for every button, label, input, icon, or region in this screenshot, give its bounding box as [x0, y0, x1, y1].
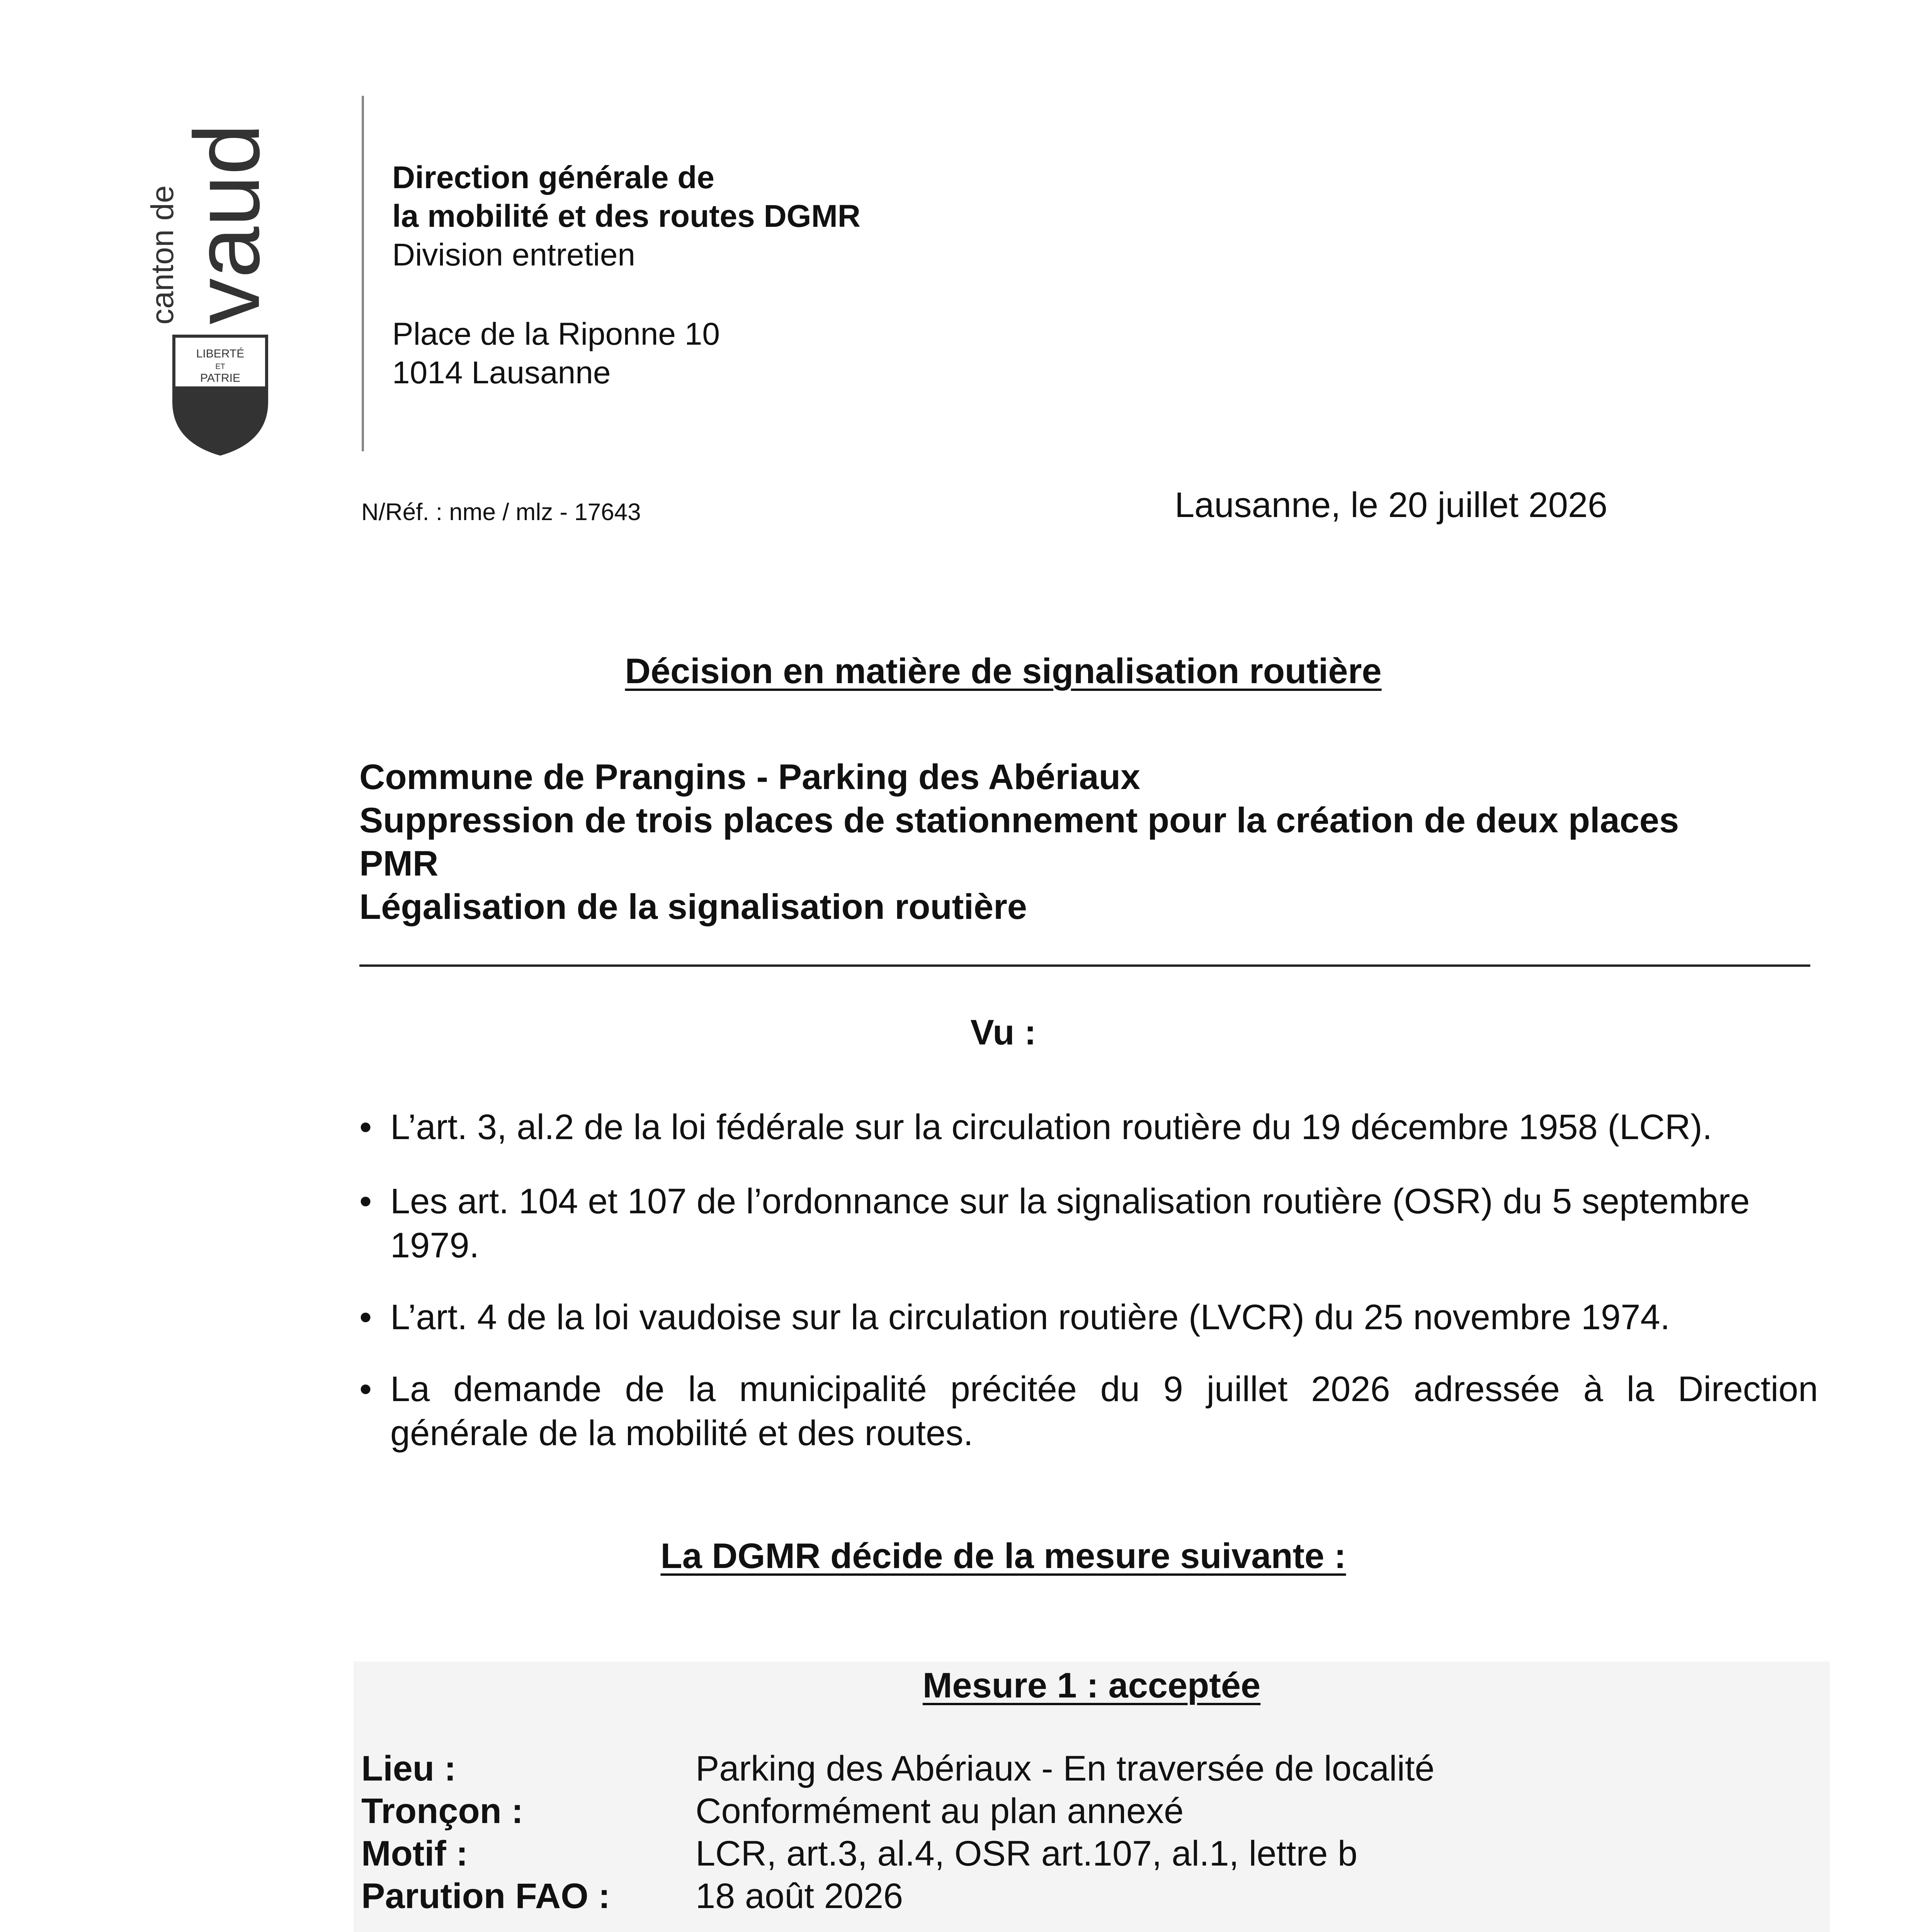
- logo-word-main: vaud: [175, 123, 279, 325]
- shield-lower-icon: [174, 386, 267, 454]
- field-value-troncon: Conformément au plan annexé: [696, 1791, 1184, 1831]
- consideration-text: L’art. 3, al.2 de la loi fédérale sur la circulation routière du 19 décembre 1958 (LCR).: [390, 1107, 1713, 1147]
- shield-text-1: LIBERTÉ: [196, 347, 245, 360]
- field-value-motif: LCR, art.3, al.4, OSR art.107, al.1, lettre b: [696, 1834, 1358, 1873]
- letter-date: Lausanne, le 20 juillet 2026: [1175, 485, 1608, 525]
- decision-heading: La DGMR décide de la mesure suivante :: [660, 1536, 1346, 1576]
- measure-heading: Mesure 1 : acceptée: [922, 1666, 1261, 1705]
- header-divider: [362, 96, 364, 451]
- subject-line-2: Suppression de trois places de stationnement pour la création de deux places: [359, 801, 1679, 840]
- consideration-text: La demande de la municipalité précitée du 9 juillet 2026 adressée à la Direction: [390, 1369, 1818, 1409]
- sender-address-city: 1014 Lausanne: [392, 355, 611, 390]
- bullet: •: [359, 1369, 372, 1409]
- bullet: •: [359, 1182, 372, 1221]
- consideration-text-cont: 1979.: [390, 1226, 480, 1265]
- bullet: •: [359, 1107, 372, 1147]
- shield-text-2: ET: [215, 362, 225, 371]
- field-value-parution: 18 août 2026: [696, 1876, 903, 1916]
- sender-address-street: Place de la Riponne 10: [392, 316, 720, 352]
- field-label-motif: Motif :: [361, 1834, 468, 1873]
- sender-line-2: la mobilité et des routes DGMR: [392, 199, 861, 234]
- vu-heading: Vu :: [970, 1013, 1036, 1052]
- sender-line-1: Direction générale de: [392, 160, 714, 195]
- subject-line-4: Légalisation de la signalisation routière: [359, 887, 1027, 927]
- subject-line-1: Commune de Prangins - Parking des Abériaux: [359, 757, 1141, 797]
- document-title: Décision en matière de signalisation routière: [625, 651, 1382, 691]
- shield-text-3: PATRIE: [200, 372, 240, 384]
- subject-line-3: PMR: [359, 844, 439, 883]
- field-label-parution: Parution FAO :: [361, 1876, 610, 1916]
- canton-vaud-logo: [147, 85, 309, 456]
- consideration-text: Les art. 104 et 107 de l’ordonnance sur la signalisation routière (OSR) du 5 septembre: [390, 1182, 1750, 1221]
- subject-rule: [359, 964, 1810, 967]
- field-label-troncon: Tronçon :: [361, 1791, 524, 1831]
- field-value-lieu: Parking des Abériaux - En traversée de localité: [696, 1749, 1435, 1788]
- consideration-text: L’art. 4 de la loi vaudoise sur la circulation routière (LVCR) du 25 novembre 1974.: [390, 1298, 1670, 1337]
- sender-division: Division entretien: [392, 237, 635, 272]
- bullet: •: [359, 1298, 372, 1337]
- logo-word-top: canton de: [147, 185, 180, 325]
- field-label-lieu: Lieu :: [361, 1749, 456, 1788]
- consideration-item: [359, 1367, 1818, 1455]
- consideration-item: [359, 1179, 1818, 1267]
- consideration-text-cont: générale de la mobilité et des routes.: [390, 1413, 973, 1453]
- reference-number: N/Réf. : nme / mlz - 17643: [361, 499, 641, 526]
